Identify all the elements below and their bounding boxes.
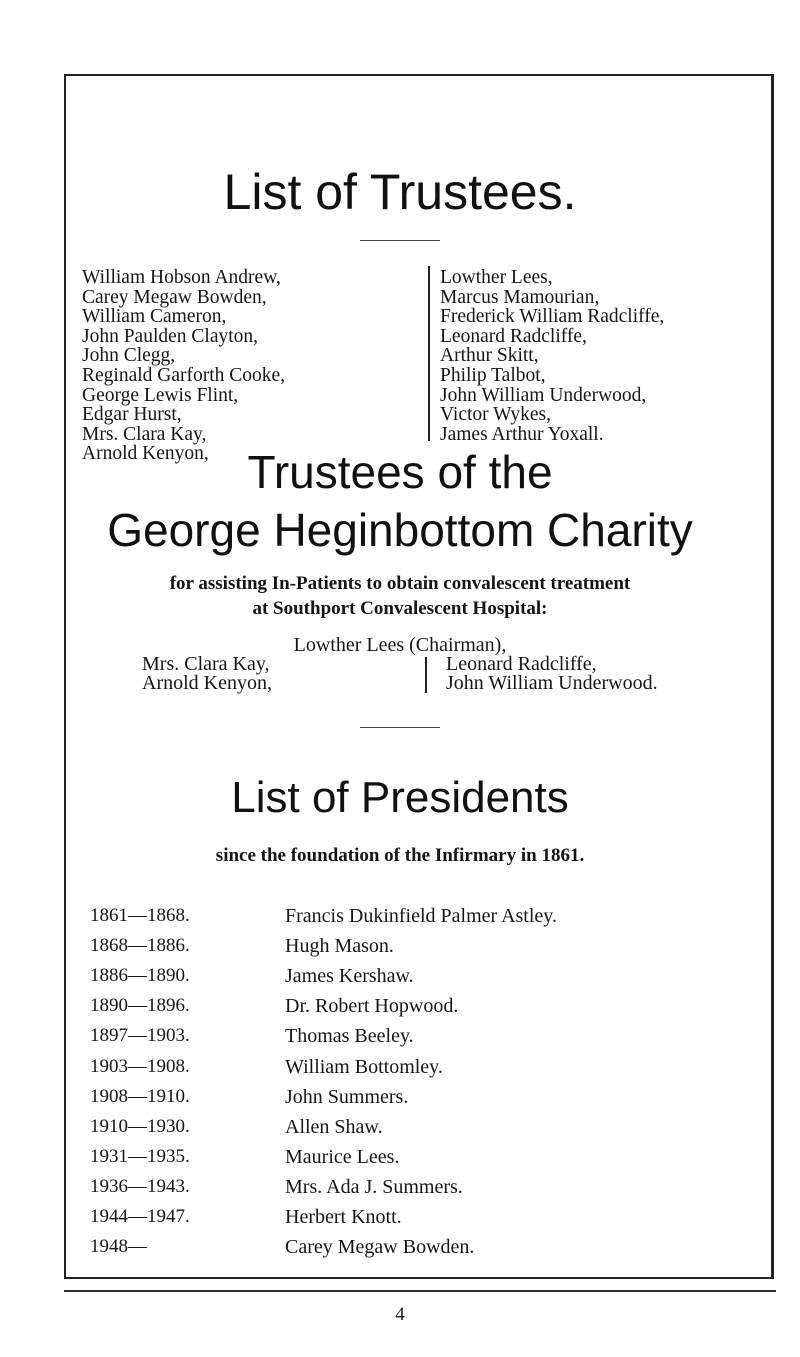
column-divider [428,266,430,441]
president-name: Allen Shaw. [285,1116,383,1138]
president-row [90,935,730,963]
president-name: Mrs. Ada J. Summers. [285,1176,463,1198]
president-name: Hugh Mason. [285,935,394,957]
trustee-name: George Lewis Flint, [82,384,239,406]
charity-purpose-line-2: at Southport Convalescent Hospital: [252,598,548,619]
president-name: William Bottomley. [285,1056,443,1078]
presidents-title: List of Presidents [231,773,569,822]
president-years: 1861—1868. [90,905,190,926]
trustee-name: Mrs. Clara Kay, [82,423,207,445]
bottom-rule [64,1290,776,1292]
trustee-name: Edgar Hurst, [82,404,182,426]
trustee-name: Arthur Skitt, [440,345,539,367]
trustee-name: Philip Talbot, [440,364,546,386]
trustee-name: William Cameron, [82,306,227,328]
president-name: Thomas Beeley. [285,1025,414,1047]
president-row [90,1025,730,1053]
president-name: Herbert Knott. [285,1206,402,1228]
president-row [90,965,730,993]
charity-right-members [446,655,658,693]
trustee-name: Frederick William Radcliffe, [440,306,665,328]
charity-member: Leonard Radcliffe, [446,653,597,675]
trustee-name: Arnold Kenyon, [82,443,209,465]
trustee-name: Lowther Lees, [440,267,553,288]
president-name: Carey Megaw Bowden. [285,1236,475,1258]
president-years: 1908—1910. [90,1086,190,1107]
presidents-subtitle: since the foundation of the Infirmary in 1861. [215,845,585,866]
president-years: 1886—1890. [90,965,190,986]
trustee-name: William Hobson Andrew, [82,267,281,288]
president-row [90,1086,730,1114]
trustee-name: John Paulden Clayton, [82,325,259,347]
trustee-name: John William Underwood, [440,384,647,406]
charity-left-members [142,655,272,693]
divider [360,727,440,728]
trustee-name: Reginald Garforth Cooke, [82,364,286,386]
president-row [90,1116,730,1144]
trustees-right-column [440,268,770,444]
charity-title-line-2: George Heginbottom Charity [107,504,693,556]
president-row [90,1176,730,1204]
charity-member: John William Underwood. [446,672,658,694]
page-number: 4 [395,1304,405,1325]
charity-member: Arnold Kenyon, [142,672,272,694]
trustee-name: John Clegg, [82,345,176,367]
president-years: 1931—1935. [90,1146,190,1167]
president-years: 1948— [90,1236,147,1257]
charity-member: Mrs. Clara Kay, [142,653,270,675]
trustees-title: List of Trustees. [223,164,577,220]
president-name: James Kershaw. [285,965,414,987]
president-name: John Summers. [285,1086,409,1108]
president-years: 1868—1886. [90,935,190,956]
trustee-name: Leonard Radcliffe, [440,325,587,347]
president-row [90,1236,730,1264]
president-name: Maurice Lees. [285,1146,400,1168]
president-row [90,1206,730,1234]
charity-purpose-line-1: for assisting In-Patients to obtain convalescent treatment [169,573,631,594]
president-years: 1936—1943. [90,1176,190,1197]
trustee-name: Carey Megaw Bowden, [82,286,267,308]
president-row [90,1146,730,1174]
divider [360,240,440,241]
charity-title-line-1: Trustees of the [247,446,553,498]
president-name: Dr. Robert Hopwood. [285,995,459,1017]
column-divider [425,657,427,693]
president-years: 1910—1930. [90,1116,190,1137]
trustees-left-column [82,268,422,464]
trustee-name: Marcus Mamourian, [440,286,600,308]
president-years: 1897—1903. [90,1025,190,1046]
president-name: Francis Dukinfield Palmer Astley. [285,905,557,927]
trustee-name: James Arthur Yoxall. [440,423,604,445]
president-years: 1890—1896. [90,995,190,1016]
president-row [90,1056,730,1084]
trustee-name: Victor Wykes, [440,404,552,426]
president-years: 1944—1947. [90,1206,190,1227]
president-years: 1903—1908. [90,1056,190,1077]
charity-chairman: Lowther Lees (Chairman), [293,634,507,656]
president-row [90,995,730,1023]
president-row [90,905,730,933]
